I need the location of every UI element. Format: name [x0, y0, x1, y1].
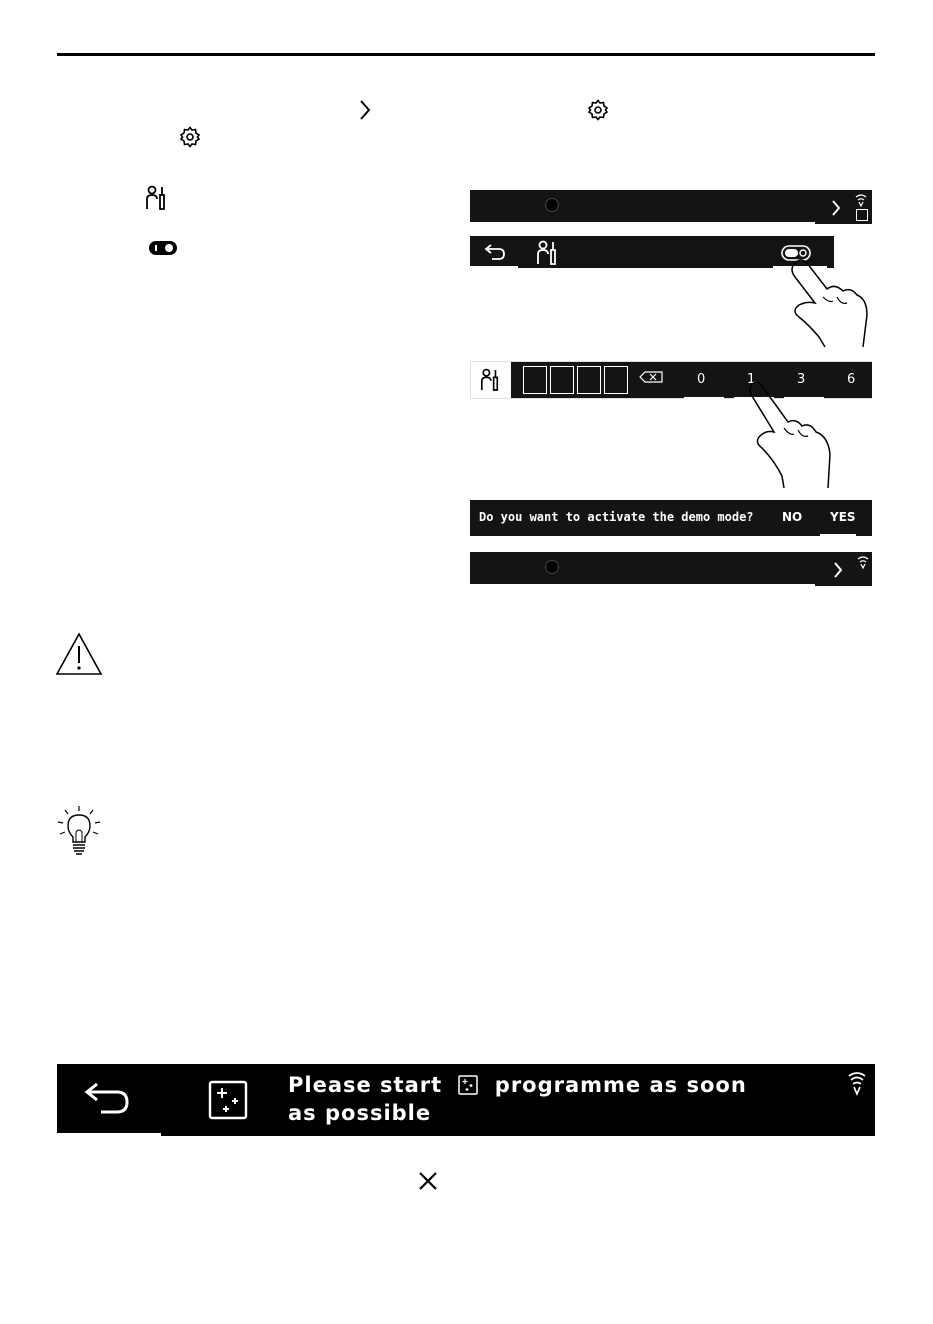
pin-digit-box	[550, 366, 574, 394]
wifi-icon	[855, 193, 867, 207]
machine-care-icon	[208, 1080, 248, 1120]
notice-message	[288, 1071, 747, 1127]
machine-care-icon	[458, 1075, 478, 1095]
back-arrow-icon[interactable]	[484, 243, 506, 261]
hand-pointer-icon	[785, 255, 870, 350]
key-3[interactable]: 3	[797, 372, 806, 387]
bar-underline	[470, 584, 815, 586]
notice-line-2: as possible	[288, 1101, 432, 1125]
lightbulb-tip-icon	[55, 804, 103, 858]
bar-underline	[470, 222, 815, 224]
page-dots	[665, 187, 677, 191]
child-lock-icon	[856, 209, 868, 221]
service-tools-icon	[480, 368, 500, 392]
status-dot	[545, 198, 559, 212]
pin-digit-box	[604, 366, 628, 394]
notice-bar	[57, 1064, 875, 1136]
key-underline	[684, 397, 724, 399]
gear-icon	[587, 99, 609, 121]
pin-digit-box	[577, 366, 601, 394]
notice-text-start: Please start	[288, 1073, 443, 1097]
key-1[interactable]: 1	[747, 372, 756, 387]
demo-mode-dialog	[470, 500, 872, 536]
back-underline	[57, 1133, 161, 1136]
top-rule	[57, 53, 875, 56]
pin-digit-box	[523, 366, 547, 394]
yes-underline	[820, 534, 856, 536]
bar-underline	[470, 266, 518, 268]
toggle-switch-icon	[148, 240, 178, 256]
notice-line-1	[288, 1071, 747, 1099]
chevron-right-icon[interactable]	[832, 561, 844, 579]
notice-text-end: programme as soon	[494, 1073, 747, 1097]
status-dot	[545, 560, 559, 574]
back-arrow-icon[interactable]	[83, 1080, 131, 1116]
yes-button[interactable]: YES	[830, 510, 856, 524]
settings-bar	[470, 236, 834, 268]
close-icon	[418, 1171, 438, 1191]
chevron-right-icon[interactable]	[830, 199, 842, 217]
hand-pointer-icon	[748, 380, 836, 490]
page-dots	[665, 549, 677, 553]
gear-icon	[179, 126, 201, 148]
service-tools-icon	[145, 185, 167, 211]
home-screen-bar	[470, 552, 872, 586]
demo-mode-question: Do you want to activate the demo mode?	[479, 510, 754, 524]
service-tools-icon	[536, 240, 558, 266]
key-0[interactable]: 0	[697, 372, 706, 387]
backspace-icon[interactable]	[639, 371, 663, 383]
wifi-icon	[848, 1070, 866, 1096]
warning-triangle-icon	[55, 632, 103, 676]
chevron-right-icon	[358, 99, 372, 121]
wifi-icon	[857, 555, 869, 569]
key-6[interactable]: 6	[847, 372, 856, 387]
no-button[interactable]: NO	[782, 510, 803, 524]
home-screen-bar	[470, 190, 872, 224]
